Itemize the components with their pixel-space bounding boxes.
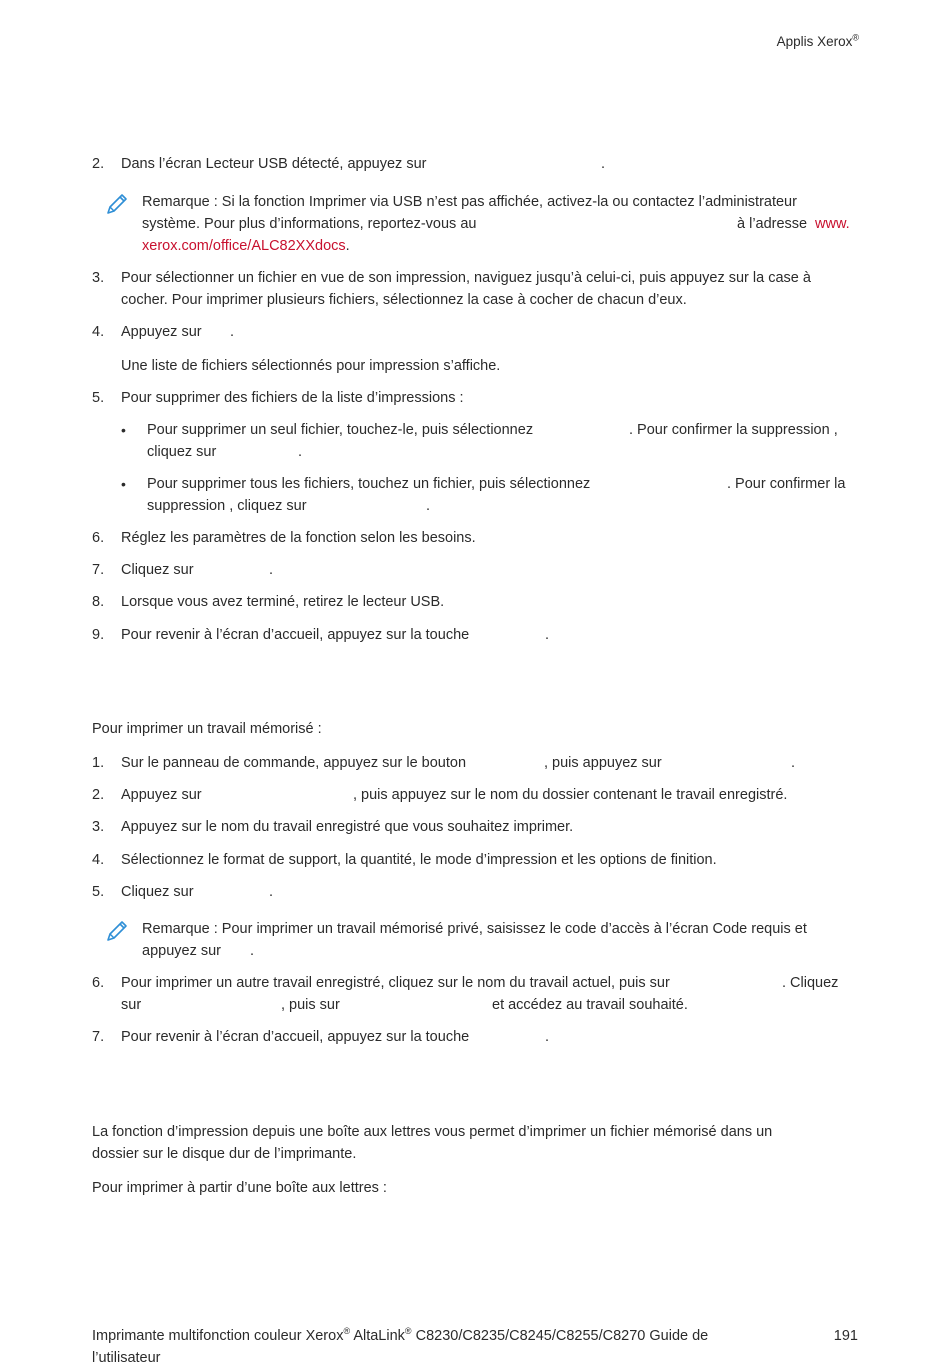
step-end: . [601,156,606,172]
bullet-text: . Pour confirmer la [727,476,846,492]
note-pencil-icon [104,191,130,217]
bullet-end: . [298,444,303,460]
step-text: Pour sélectionner un fichier en vue de son impression, naviguez jusqu’à celui-ci, puis appuyez sur la case à [121,270,811,286]
step-end: . [269,884,274,900]
section-intro: Pour imprimer un travail mémorisé : [92,721,322,737]
step-number: 9. [92,627,105,643]
step-text: Pour imprimer un autre travail enregistré, cliquez sur le nom du travail actuel, puis sur [121,975,670,991]
note-text: système. Pour plus d’informations, reportez-vous au [142,216,477,232]
bullet-text: . Pour confirmer la suppression , [629,422,838,438]
step-text: Appuyez sur [121,324,202,340]
step-end: . [269,562,274,578]
step-text: Pour revenir à l’écran d’accueil, appuyez sur la touche [121,1029,470,1045]
step-text: Sur le panneau de commande, appuyez sur le bouton [121,755,467,771]
step-number: 1. [92,755,105,771]
note-text: Remarque : Pour imprimer un travail mémorisé privé, saisissez le code d’accès à l’écran Code requis et [142,921,807,937]
step-text: cocher. Pour imprimer plusieurs fichiers, sélectionnez la case à cocher de chacun d’eux. [121,292,687,308]
step-text: Sélectionnez le format de support, la quantité, le mode d’impression et les options de finition. [121,852,717,868]
step-end: . [545,1029,550,1045]
step-text: Appuyez sur le nom du travail enregistré que vous souhaitez imprimer. [121,819,574,835]
step-text: sur [121,997,142,1013]
docs-link[interactable]: www. [815,216,850,232]
step-text: Dans l’écran Lecteur USB détecté, appuyez sur [121,156,427,172]
step-number: 2. [92,787,105,803]
bullet-end: . [426,498,431,514]
paragraph: Pour imprimer à partir d’une boîte aux lettres : [92,1180,387,1196]
step-text: Pour revenir à l’écran d’accueil, appuyez sur la touche [121,627,470,643]
step-number: 7. [92,1029,105,1045]
step-end: . [791,755,796,771]
bullet-text: Pour supprimer tous les fichiers, touchez un fichier, puis sélectionnez [147,476,591,492]
step-number: 5. [92,390,105,406]
bullet-text: suppression , cliquez sur [147,498,307,514]
note-text: Remarque : Si la fonction Imprimer via USB n’est pas affichée, activez-la ou contactez l’administrateur [142,194,797,210]
step-text: , puis sur [281,997,340,1013]
step-text: Appuyez sur [121,787,202,803]
running-header: Applis Xerox® [776,32,859,49]
step-number: 3. [92,270,105,286]
step-end: . [545,627,550,643]
step-text: et accédez au travail souhaité. [492,997,688,1013]
docs-link[interactable]: xerox.com/office/ALC82XXdocs [142,238,346,254]
step-number: 4. [92,852,105,868]
step-text: Lorsque vous avez terminé, retirez le lecteur USB. [121,594,445,610]
note-text: à l’adresse [737,216,808,232]
step-text: Pour supprimer des fichiers de la liste d’impressions : [121,390,464,406]
bullet-dot: • [121,422,126,438]
step-number: 5. [92,884,105,900]
step-text: Réglez les paramètres de la fonction selon les besoins. [121,530,476,546]
step-number: 6. [92,975,105,991]
footer-title: Imprimante multifonction couleur Xerox® AltaLink® C8230/C8235/C8245/C8255/C8270 Guide de l’utilisateur [92,1326,709,1366]
step-number: 2. [92,156,105,172]
step-number: 8. [92,594,105,610]
step-number: 6. [92,530,105,546]
step-end: . [230,324,235,340]
bullet-text: cliquez sur [147,444,217,460]
step-subtext: Une liste de fichiers sélectionnés pour impression s’affiche. [121,358,501,374]
step-text: . Cliquez [782,975,839,991]
note-text: appuyez sur [142,943,221,959]
note-pencil-icon [104,918,130,944]
step-number: 7. [92,562,105,578]
step-text: Cliquez sur [121,562,194,578]
step-number: 4. [92,324,105,340]
step-number: 3. [92,819,105,835]
bullet-dot: • [121,476,126,492]
paragraph: La fonction d’impression depuis une boîte aux lettres vous permet d’imprimer un fichier mémorisé dans un [92,1124,773,1140]
paragraph: dossier sur le disque dur de l’imprimante. [92,1146,357,1162]
note-end: . [250,943,255,959]
step-text: Cliquez sur [121,884,194,900]
page-number: 191 [833,1328,858,1344]
note-end: . [345,238,350,254]
bullet-text: Pour supprimer un seul fichier, touchez-le, puis sélectionnez [147,422,534,438]
step-text: , puis appuyez sur le nom du dossier contenant le travail enregistré. [353,787,788,803]
step-text: , puis appuyez sur [544,755,662,771]
